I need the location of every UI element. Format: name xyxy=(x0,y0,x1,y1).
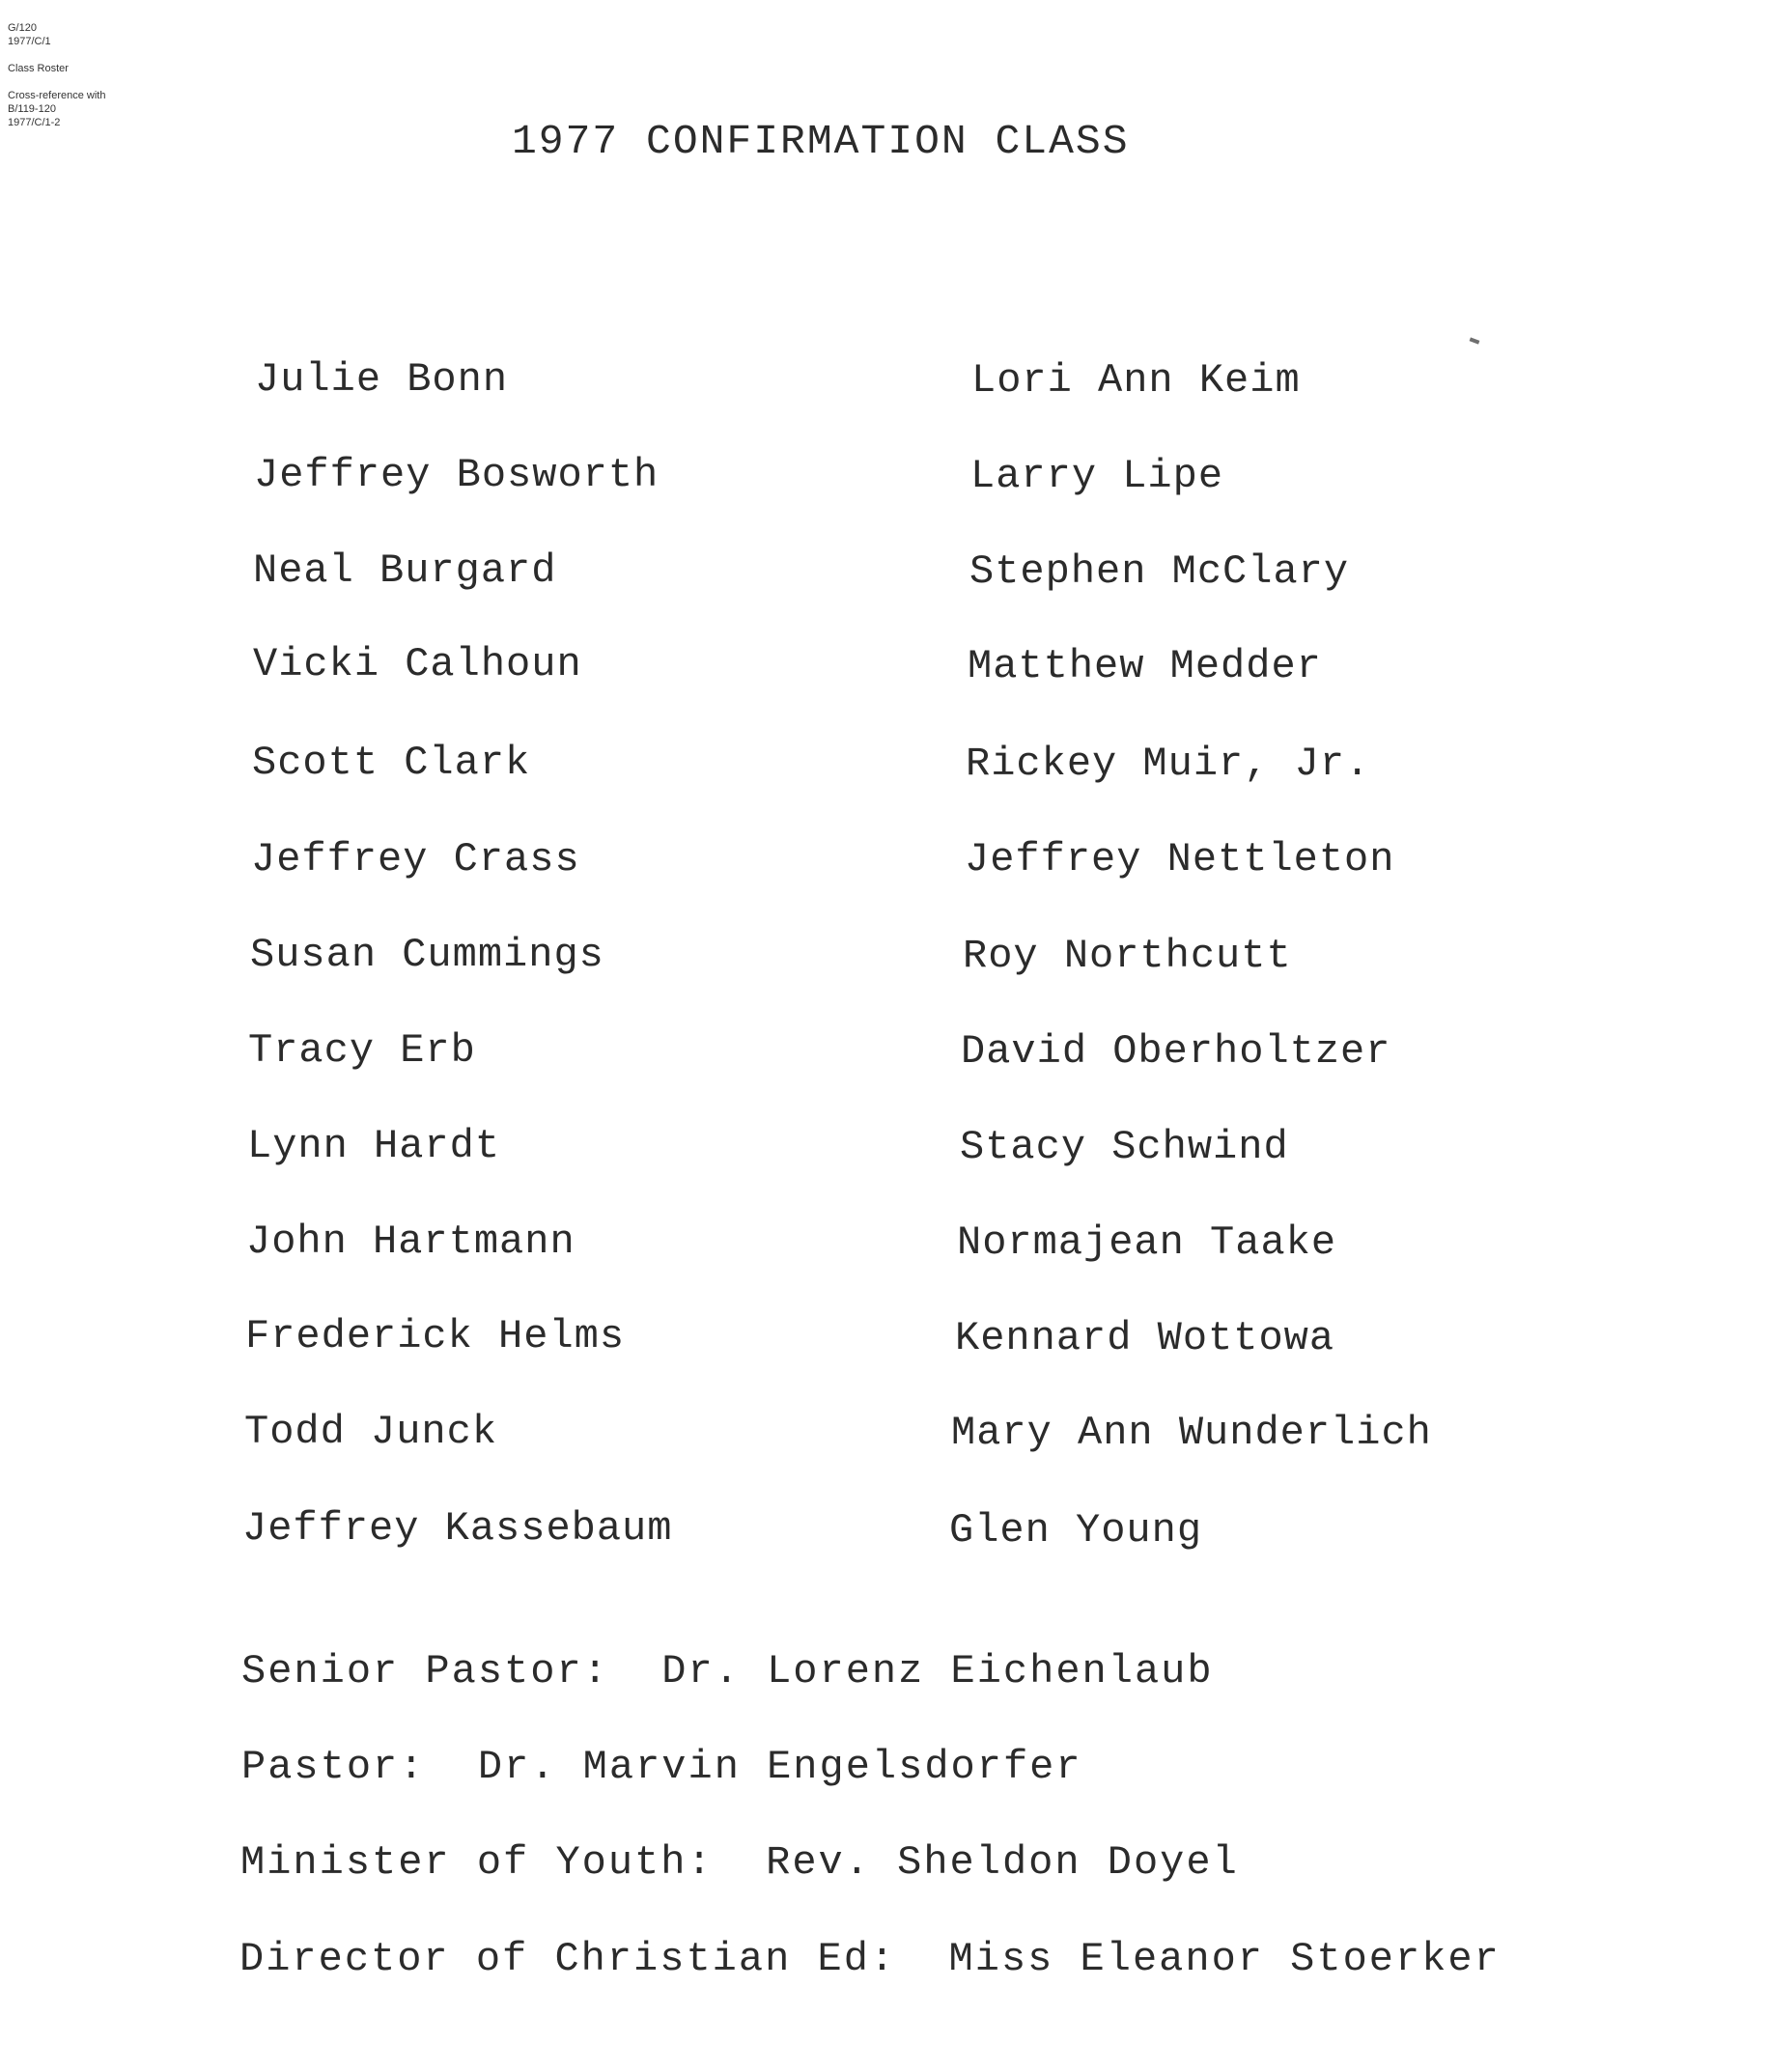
document-type: Class Roster xyxy=(8,63,69,74)
right-name-11: Kennard Wottowa xyxy=(955,1315,1335,1361)
right-name-7: Roy Northcutt xyxy=(963,933,1292,979)
left-name-7: Susan Cummings xyxy=(250,932,604,978)
cross-reference-code: B/119-120 xyxy=(8,103,56,115)
cross-reference-label: Cross-reference with xyxy=(8,90,106,101)
archive-reference xyxy=(8,21,105,129)
staff-role: Minister of Youth: xyxy=(240,1839,714,1886)
right-name-10: Normajean Taake xyxy=(957,1219,1337,1266)
staff-name: Dr. Lorenz Eichenlaub xyxy=(661,1648,1214,1694)
right-name-5: Rickey Muir, Jr. xyxy=(966,741,1371,787)
left-name-3: Neal Burgard xyxy=(253,547,557,594)
right-name-13: Glen Young xyxy=(949,1507,1203,1554)
left-name-2: Jeffrey Bosworth xyxy=(254,452,660,498)
right-name-8: David Oberholtzer xyxy=(961,1028,1391,1075)
reference-code: G/120 xyxy=(8,22,37,34)
left-name-9: Lynn Hardt xyxy=(247,1123,501,1169)
staff-name: Rev. Sheldon Doyel xyxy=(766,1839,1239,1886)
left-name-1: Julie Bonn xyxy=(255,356,509,403)
staff-name: Miss Eleanor Stoerker xyxy=(948,1936,1501,1982)
reference-code: 1977/C/1 xyxy=(8,36,51,47)
left-name-12: Todd Junck xyxy=(244,1409,498,1455)
right-name-4: Matthew Medder xyxy=(968,643,1322,689)
left-name-10: John Hartmann xyxy=(246,1218,576,1265)
left-name-11: Frederick Helms xyxy=(245,1313,626,1359)
left-name-8: Tracy Erb xyxy=(248,1027,476,1074)
cross-reference-code: 1977/C/1-2 xyxy=(8,117,61,128)
left-name-5: Scott Clark xyxy=(252,740,531,786)
left-name-13: Jeffrey Kassebaum xyxy=(242,1505,673,1552)
staff-role: Director of Christian Ed: xyxy=(239,1936,897,1982)
staff-role: Pastor: xyxy=(241,1744,426,1790)
right-name-1: Lori Ann Keim xyxy=(971,357,1301,404)
staff-role: Senior Pastor: xyxy=(241,1648,609,1694)
staff-name: Dr. Marvin Engelsdorfer xyxy=(477,1744,1082,1790)
scan-speck xyxy=(1470,337,1480,344)
right-name-3: Stephen McClary xyxy=(969,548,1350,595)
staff-minister-of-youth xyxy=(240,1839,1239,1886)
staff-pastor xyxy=(241,1744,1082,1790)
left-name-6: Jeffrey Crass xyxy=(251,836,580,882)
staff-director-christian-ed xyxy=(239,1936,1501,1982)
left-name-4: Vicki Calhoun xyxy=(253,641,582,687)
right-name-2: Larry Lipe xyxy=(970,453,1224,499)
staff-senior-pastor xyxy=(241,1648,1214,1694)
right-name-12: Mary Ann Wunderlich xyxy=(951,1410,1432,1456)
page-title: 1977 CONFIRMATION CLASS xyxy=(512,118,1130,165)
right-name-9: Stacy Schwind xyxy=(960,1124,1289,1170)
right-name-6: Jeffrey Nettleton xyxy=(965,836,1395,882)
